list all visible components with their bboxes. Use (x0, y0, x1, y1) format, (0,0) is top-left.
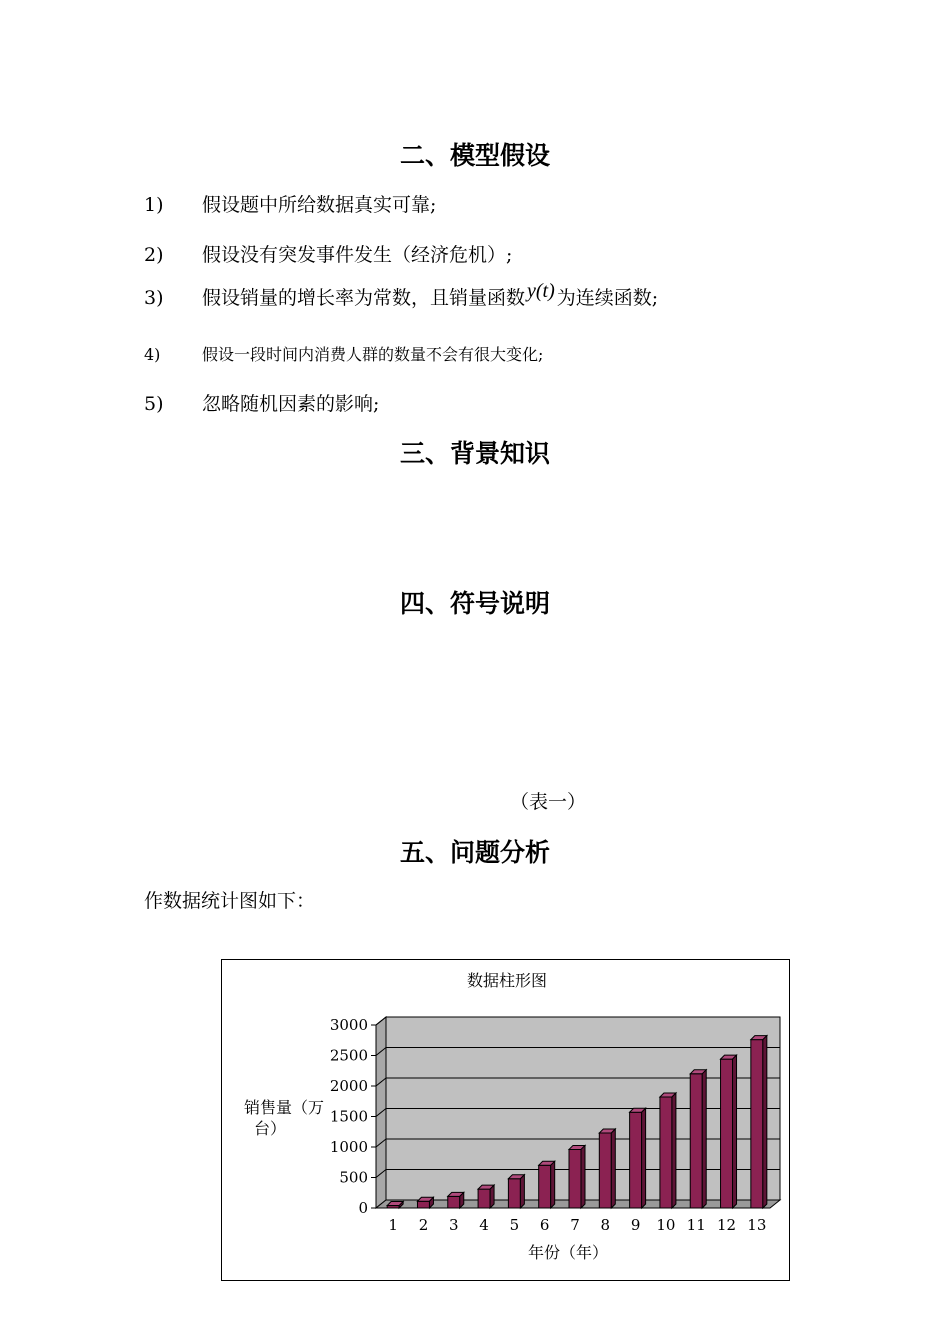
chart-xtick-label: 1 (388, 1216, 398, 1234)
table-caption: （表一） (510, 791, 587, 813)
chart-ytick-label: 2000 (329, 1077, 368, 1095)
assumption-item-5 (144, 389, 379, 416)
item-number: 4) (144, 345, 161, 364)
section-heading-analysis: 五、问题分析 (399, 838, 550, 867)
item-text: 忽略随机因素的影响; (202, 393, 380, 415)
chart-xtick-label: 5 (509, 1216, 520, 1234)
chart-xtick-label: 12 (716, 1216, 737, 1234)
chart-bar (569, 1149, 581, 1208)
item-text: 假设一段时间内消费人群的数量不会有很大变化; (202, 345, 544, 364)
chart-xtick-label: 2 (418, 1216, 429, 1234)
analysis-paragraph: 作数据统计图如下： (144, 890, 316, 912)
chart-xtick-label: 8 (600, 1216, 611, 1234)
chart-ytick-label: 500 (339, 1168, 368, 1187)
chart-xtick-label: 7 (570, 1216, 580, 1234)
chart-bar (630, 1112, 642, 1208)
item-text-before: 假设销量的增长率为常数，且销量函数 (202, 287, 526, 309)
assumption-item-4 (144, 342, 543, 365)
chart-title: 数据柱形图 (466, 971, 548, 990)
chart-bar-side (611, 1129, 615, 1208)
chart-bar-side (551, 1161, 555, 1208)
chart-xtick-label: 13 (747, 1216, 767, 1234)
chart-bar-side (763, 1036, 767, 1208)
chart-bar (660, 1097, 672, 1208)
chart-bar-side (672, 1093, 676, 1208)
chart-bar (478, 1189, 490, 1208)
chart-bar (539, 1165, 551, 1208)
chart-bar (417, 1201, 429, 1208)
chart-bar (599, 1133, 611, 1208)
section-heading-background: 三、背景知识 (399, 439, 550, 468)
chart-xtick-label: 9 (630, 1216, 641, 1234)
math-function-y-of-t: y(t) (527, 280, 555, 302)
chart-bar-side (702, 1070, 706, 1208)
chart-bar-side (581, 1145, 585, 1208)
chart-ytick-label: 1000 (329, 1138, 368, 1156)
chart-xlabel: 年份（年） (527, 1243, 609, 1262)
chart-bar-side (520, 1175, 524, 1208)
chart-bar-side (733, 1055, 737, 1208)
chart-ytick-label: 2500 (329, 1046, 368, 1065)
assumption-item-2 (144, 240, 512, 267)
chart-plot-area (330, 1016, 780, 1234)
section-heading-assumptions: 二、模型假设 (399, 141, 550, 170)
chart-ylabel-line2: 台） (253, 1119, 287, 1138)
chart-xtick-label: 6 (539, 1216, 550, 1234)
chart-xtick-label: 10 (656, 1216, 676, 1234)
chart-bar (721, 1059, 733, 1208)
section-heading-symbols: 四、符号说明 (399, 589, 550, 618)
chart-bar (448, 1196, 460, 1208)
chart-xtick-label: 11 (686, 1216, 706, 1234)
item-number: 1) (144, 194, 164, 216)
item-number: 5) (144, 393, 164, 415)
item-text: 假设没有突发事件发生（经济危机）; (202, 244, 513, 266)
chart-bar-side (490, 1185, 494, 1208)
chart-bar (508, 1179, 520, 1208)
item-number: 2) (144, 244, 164, 266)
item-text: 假设题中所给数据真实可靠; (202, 194, 437, 216)
chart-xtick-label: 4 (479, 1216, 489, 1234)
chart-ytick-label: 0 (358, 1199, 368, 1217)
chart-ytick-label: 1500 (329, 1107, 368, 1126)
chart-bar-side (642, 1108, 646, 1208)
chart-ylabel-line1: 销售量（万 (243, 1098, 325, 1117)
assumption-item-3 (144, 280, 659, 310)
chart-frame (221, 959, 790, 1281)
chart-bar (751, 1040, 763, 1208)
item-number: 3) (144, 287, 164, 309)
chart-bar (690, 1074, 702, 1208)
bar-chart (222, 960, 789, 1280)
item-text-after: 为连续函数; (556, 287, 659, 309)
chart-xtick-label: 3 (448, 1216, 459, 1234)
assumption-item-1 (144, 190, 436, 217)
chart-ytick-label: 3000 (329, 1016, 368, 1034)
